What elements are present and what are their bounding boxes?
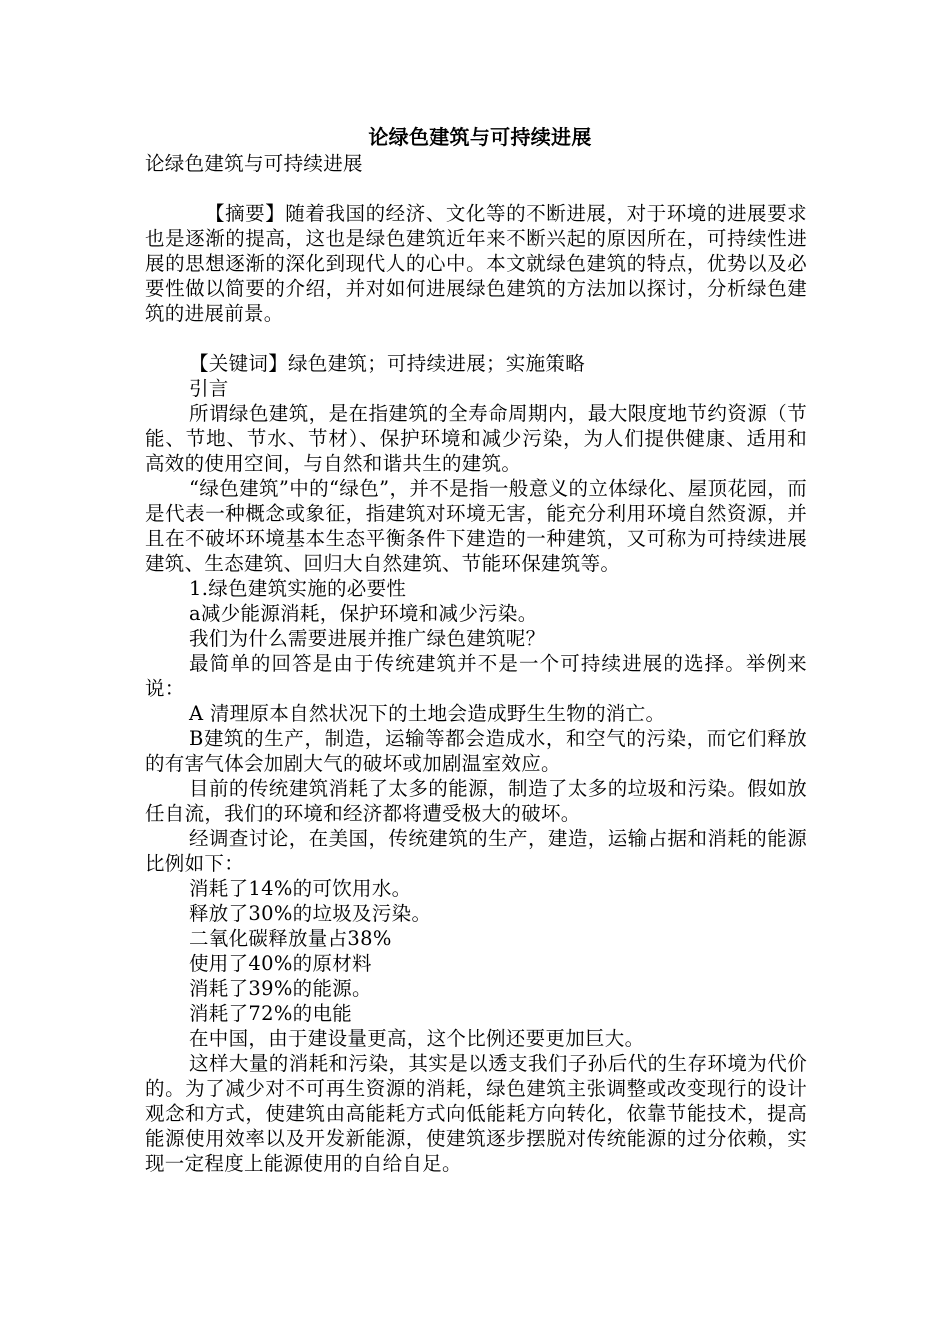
body-paragraph: 这样大量的消耗和污染，其实是以透支我们子孙后代的生存环境为代价的。为了减少对不可再生资源的消耗，绿色建筑主张调整或改变现行的设计观念和方式，使建筑由高能耗方式向低能耗方向转化，依靠节能技术，提高能源使用效率以及开发新能源，使建筑逐步摆脱对传统能源的过分依赖，实现一定程度上能源使用的自给自足。: [145, 1052, 807, 1175]
statistic-item: 消耗了39%的能源。: [189, 977, 372, 1000]
keywords-line: 【关键词】绿色建筑；可持续进展；实施策略: [189, 352, 586, 375]
body-paragraph: a减少能源消耗，保护环境和减少污染。: [189, 602, 538, 625]
list-item: A 清理原本自然状况下的土地会造成野生生物的消亡。: [189, 702, 666, 725]
statistic-item: 二氧化碳释放量占38%: [189, 927, 392, 950]
blank-line: [145, 176, 807, 201]
body-paragraph: 在中国，由于建设量更高，这个比例还要更加巨大。: [189, 1027, 645, 1050]
body-paragraph: 目前的传统建筑消耗了太多的能源，制造了太多的垃圾和污染。假如放任自流，我们的环境和经济都将遭受极大的破坏。: [145, 777, 807, 825]
statistic-item: 消耗了72%的电能: [189, 1002, 353, 1025]
document-title: 论绿色建筑与可持续进展: [368, 125, 592, 149]
section-heading-intro: 引言: [189, 377, 229, 400]
statistic-item: 释放了30%的垃圾及污染。: [189, 902, 432, 925]
blank-line: [145, 326, 807, 351]
statistic-item: 消耗了14%的可饮用水。: [189, 877, 412, 900]
document-subtitle: 论绿色建筑与可持续进展: [145, 152, 363, 175]
section-heading: 1.绿色建筑实施的必要性: [189, 577, 407, 600]
statistic-item: 使用了40%的原材料: [189, 952, 372, 975]
body-paragraph: 最简单的回答是由于传统建筑并不是一个可持续进展的选择。举例来说：: [145, 652, 807, 700]
body-paragraph: 我们为什么需要进展并推广绿色建筑呢？: [189, 627, 546, 650]
list-item: B建筑的生产，制造，运输等都会造成水，和空气的污染，而它们释放的有害气体会加剧大气的破坏或加剧温室效应。: [145, 727, 807, 775]
body-paragraph: “绿色建筑”中的“绿色”，并不是指一般意义的立体绿化、屋顶花园，而是代表一种概念或象征，指建筑对环境无害，能充分利用环境自然资源，并且在不破坏环境基本生态平衡条件下建造的一种建筑，又可称为可持续进展建筑、生态建筑、回归大自然建筑、节能环保建筑等。: [145, 477, 807, 575]
document-body: [145, 123, 807, 1176]
body-paragraph: 所谓绿色建筑，是在指建筑的全寿命周期内，最大限度地节约资源（节能、节地、节水、节材）、保护环境和减少污染，为人们提供健康、适用和高效的使用空间，与自然和谐共生的建筑。: [145, 402, 807, 475]
body-paragraph: 经调查讨论，在美国，传统建筑的生产，建造，运输占据和消耗的能源比例如下：: [145, 827, 807, 875]
abstract-paragraph: 【摘要】随着我国的经济、文化等的不断进展，对于环境的进展要求也是逐渐的提高，这也是绿色建筑近年来不断兴起的原因所在，可持续性进展的思想逐渐的深化到现代人的心中。本文就绿色建筑的特点，优势以及必要性做以简要的介绍，并对如何进展绿色建筑的方法加以探讨，分析绿色建筑的进展前景。: [145, 202, 807, 325]
